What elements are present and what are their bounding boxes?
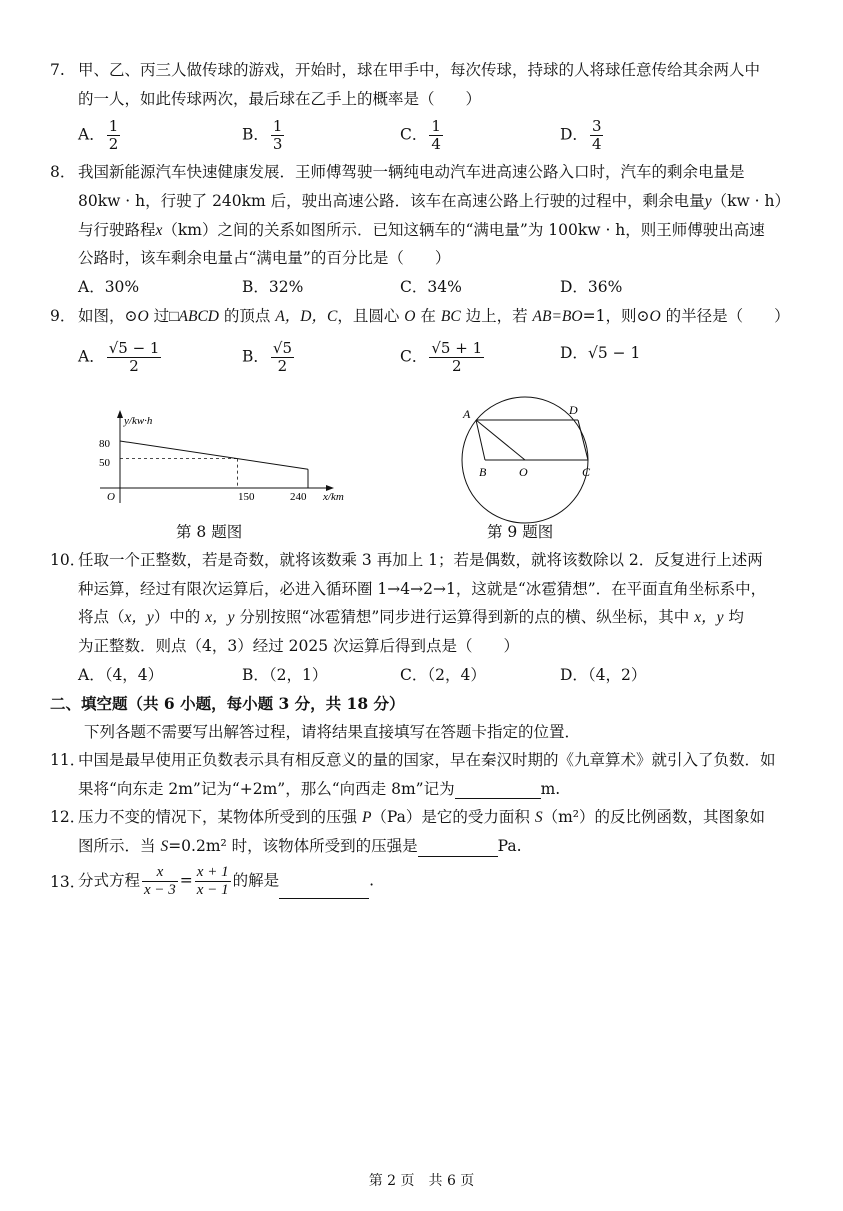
q7-option-d: D． $\frac{3}{4}$ xyxy=(560,117,602,153)
q10-option-d: D．（4，2） xyxy=(560,666,647,684)
q9-option-d: D．√5 − 1 xyxy=(560,344,641,362)
q8-line1: 我国新能源汽车快速健康发展．王师傅驾驶一辆纯电动汽车进高速公路入口时，汽车的剩余电量是 xyxy=(78,163,745,181)
figure-9-caption: 第 9 题图 xyxy=(487,523,554,541)
q7-number: 7. xyxy=(50,61,65,79)
q10-line3: 将点（x，y）中的 x，y 分别按照“冰雹猜想”同步进行运算得到新的点的横、纵坐标，其中 x，y 均 xyxy=(78,608,744,626)
q11-answer-blank[interactable] xyxy=(455,782,541,799)
q10-number: 10． xyxy=(50,551,86,569)
q13-answer-blank[interactable] xyxy=(279,882,369,899)
q10-line2: 种运算，经过有限次运算后，必进入循环圈 1→4→2→1，这就是“冰雹猜想”．在平面直角坐标系中， xyxy=(78,580,767,598)
q12-line1: 压力不变的情况下，某物体所受到的压强 P（Pa）是它的受力面积 S（m²）的反比例函数，其图象如 xyxy=(78,808,765,826)
figure-9-geometry xyxy=(455,390,605,530)
point-a-label: A xyxy=(463,407,471,421)
x-tick-240: 240 xyxy=(290,491,307,503)
point-b-label: B xyxy=(479,465,487,479)
q8-option-b: B．32% xyxy=(242,278,304,296)
section-2-title: 二、填空题（共 6 小题，每小题 3 分，共 18 分） xyxy=(50,694,405,713)
q11-line2: 果将“向东走 2m”记为“+2m”，那么“向西走 8m”记为 m. xyxy=(78,780,561,798)
q9-option-c: C． $\frac{√5 + 1}{2}$ xyxy=(400,339,483,375)
q10-option-a: A．（4，4） xyxy=(78,666,164,684)
q7-option-c: C． $\frac{1}{4}$ xyxy=(400,117,441,153)
q8-option-d: D．36% xyxy=(560,278,623,296)
q9-option-a: A． $\frac{√5 - 1}{2}$ xyxy=(78,339,160,375)
q12-line2: 图所示．当 S=0.2m² 时，该物体所受到的压强是 Pa. xyxy=(78,837,522,855)
q10-option-c: C．（2，4） xyxy=(400,666,486,684)
q8-line4: 公路时，该车剩余电量占“满电量”的百分比是（ ） xyxy=(78,249,451,267)
q11-number: 11． xyxy=(50,751,86,769)
q11-line1: 中国是最早使用正负数表示具有相反意义的量的国家，早在秦汉时期的《九章算术》就引入了负数．如 xyxy=(78,751,776,769)
y-axis-arrow xyxy=(117,410,123,418)
q8-option-a: A．30% xyxy=(78,278,140,296)
q7-line1: 甲、乙、丙三人做传球的游戏，开始时，球在甲手中，每次传球，持球的人将球任意传给其余两人中 xyxy=(78,61,761,79)
y-axis-label: y/kw·h xyxy=(124,415,153,427)
q8-line3: 与行驶路程x（km）之间的关系如图所示．已知这辆车的“满电量”为 100kw · h，则王师傅驶出高速 xyxy=(78,221,765,239)
q9-number: 9． xyxy=(50,307,76,325)
q8-line2: 80kw · h，行驶了 240km 后，驶出高速公路．该车在高速公路上行驶的过程中，剩余电量y（kw · h） xyxy=(78,192,791,210)
page-footer: 第 2 页 共 6 页 xyxy=(368,1173,475,1189)
q9-option-b: B． $\frac{√5}{2}$ xyxy=(242,339,292,375)
x-axis-label: x/km xyxy=(323,491,344,503)
section-2-note: 下列各题不需要写出解答过程，请将结果直接填写在答题卡指定的位置． xyxy=(84,723,581,741)
q10-line1: 任取一个正整数，若是奇数，就将该数乘 3 再加上 1；若是偶数，就将该数除以 2．反复进行上述两 xyxy=(78,551,763,569)
series-line xyxy=(120,441,308,469)
point-d-label: D xyxy=(569,403,578,417)
segment-dc xyxy=(578,420,588,460)
q9-line1: 如图，⊙O 过□ABCD 的顶点 A，D，C，且圆心 O 在 BC 边上，若 AB=BO=1，则⊙O 的半径是（ ） xyxy=(78,307,790,325)
point-c-label: C xyxy=(582,465,591,479)
point-o-label: O xyxy=(519,465,528,479)
q10-option-b: B．（2，1） xyxy=(242,666,328,684)
x-tick-150: 150 xyxy=(238,491,255,503)
q12-answer-blank[interactable] xyxy=(418,840,498,857)
origin-label: O xyxy=(107,491,115,503)
q7-option-a: A． $\frac{1}{2}$ xyxy=(78,117,119,153)
q7-option-b: B． $\frac{1}{3}$ xyxy=(242,117,283,153)
y-tick-50: 50 xyxy=(99,457,110,469)
q10-line4: 为正整数．则点（4，3）经过 2025 次运算后得到点是（ ） xyxy=(78,637,520,655)
figure-8-caption: 第 8 题图 xyxy=(176,523,243,541)
q12-number: 12． xyxy=(50,808,86,826)
y-tick-80: 80 xyxy=(99,438,110,450)
q8-number: 8． xyxy=(50,163,76,181)
q7-line2: 的一人，如此传球两次，最后球在乙手上的概率是（ ） xyxy=(78,90,482,108)
q13-number: 13． xyxy=(50,873,86,891)
q13-line: 分式方程 $\frac{x}{x - 3}$ = $\frac{x + 1}{x - 1}$ 的解是 . xyxy=(78,864,375,898)
q8-option-c: C．34% xyxy=(400,278,462,296)
figure-8-graph xyxy=(90,408,370,508)
